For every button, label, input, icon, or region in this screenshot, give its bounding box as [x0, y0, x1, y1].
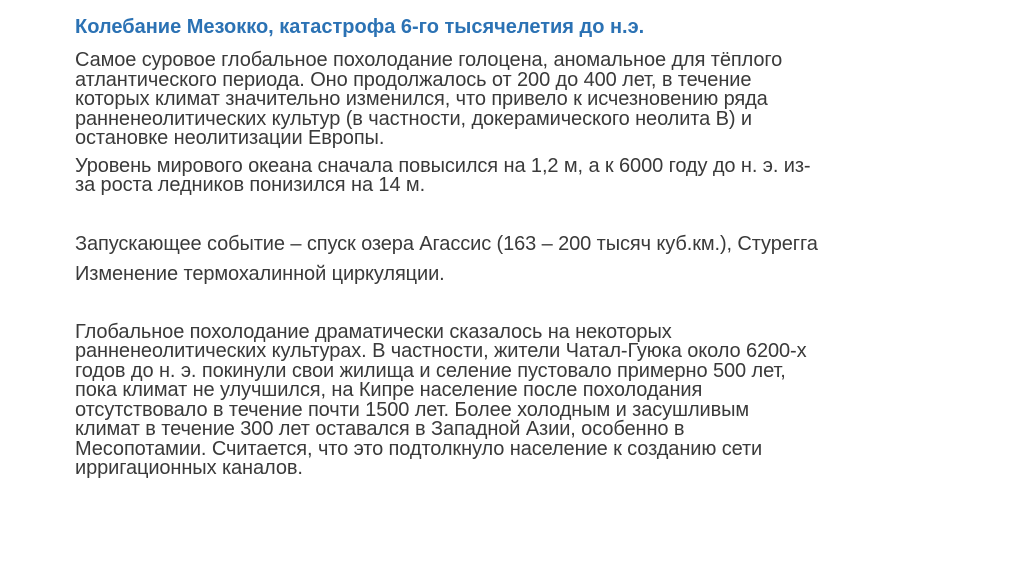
text-line: ранненеолитических культур (в частности, докерамического неолита В) и — [75, 107, 752, 130]
text-line: Изменение термохалинной циркуляции. — [75, 263, 445, 285]
text-line: Месопотамии. Считается, что это подтолкнуло население к созданию сети — [75, 437, 763, 460]
text-line: годов до н. э. покинули свои жилища и селение пустовало примерно 500 лет, — [75, 359, 786, 382]
text-line: ирригационных каналов. — [75, 457, 303, 479]
paragraph-thermohaline — [75, 265, 975, 285]
text-line: которых климат значительно изменился, что привело к исчезновению ряда — [75, 88, 768, 110]
paragraph-holocene-cooling — [75, 51, 975, 149]
text-line: остановке неолитизации Европы. — [75, 127, 385, 149]
text-line: климат в течение 300 лет оставался в Западной Азии, особенно в — [75, 418, 685, 440]
slide-title: Колебание Мезокко, катастрофа 6-го тысячелетия до н.э. — [75, 16, 645, 38]
text-line: Самое суровое глобальное похолодание голоцена, аномальное для тёплого — [75, 49, 783, 71]
paragraph-trigger-event — [75, 232, 975, 255]
text-line: отсутствовало в течение почти 1500 лет. Более холодным и засушливым — [75, 398, 750, 421]
paragraph-neolithic-impact — [75, 320, 975, 479]
text-line: за роста ледников понизился на 14 м. — [75, 174, 426, 196]
text-line: пока климат не улучшился, на Кипре население после похолодания — [75, 379, 703, 401]
text-line: Глобальное похолодание драматически сказалось на некоторых — [75, 320, 672, 343]
slide-content — [75, 14, 975, 479]
text-line: ранненеолитических культурах. В частности, жители Чатал-Гуюка около 6200-х — [75, 340, 807, 362]
paragraph-sea-level — [75, 154, 975, 196]
text-line: Запускающее событие – спуск озера Агассис (163 – 200 тысяч куб.км.), Стурегга — [75, 232, 818, 255]
text-line: атлантического периода. Оно продолжалось от 200 до 400 лет, в течение — [75, 68, 752, 91]
text-line: Уровень мирового океана сначала повысился на 1,2 м, а к 6000 году до н. э. из- — [75, 154, 811, 177]
